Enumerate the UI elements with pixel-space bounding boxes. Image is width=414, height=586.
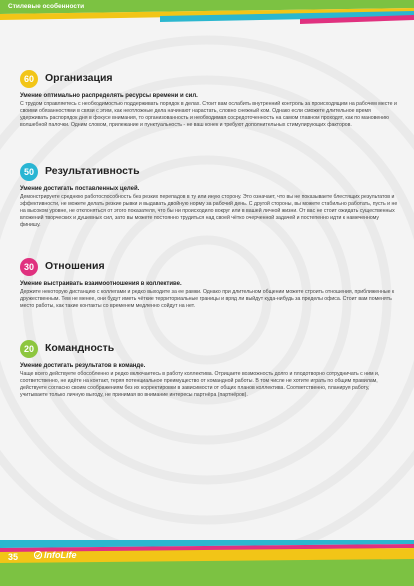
- page-number: 35: [8, 552, 19, 562]
- footer-band: [0, 540, 414, 586]
- score-badge: 50: [20, 163, 38, 181]
- score-badge: 20: [20, 340, 38, 358]
- section-subtitle: Умение достигать поставленных целей.: [20, 186, 140, 192]
- header-title: Стилевые особенности: [8, 3, 85, 10]
- section-subtitle: Умение выстраивать взаимоотношения в коллективе.: [20, 281, 182, 287]
- section-subtitle: Умение достигать результатов в команде.: [20, 363, 146, 369]
- section-title: Организация: [45, 72, 113, 84]
- score-badge: 30: [20, 258, 38, 276]
- logo-text: InfoLife: [44, 550, 77, 560]
- infolife-logo: [34, 550, 77, 560]
- section-subtitle: Умение оптимально распределять ресурсы времени и сил.: [20, 93, 198, 99]
- infolife-logo-mark-icon: [34, 551, 42, 559]
- section-body: Демонстрируете среднюю работоспособность без резких перепадов в ту или иную сторону. Это означает, что вы не показываете блестящих результатов и эффективности, не можете делать резкие рывки и выдавать двойную норму за рабочий день. С другой стороны, вы можете стабильно работать, пусть и не на высоком уровне, не отклоняться от этого показателя, что бы ни происходило вокруг или в вашей личной жизни. От вас не стоит ожидать существенных вложений творческих и душевных сил, зато вы можете постоянно трудиться над своей чётко очерченной задачей и постепенно идти к намеченному финишу.: [20, 194, 398, 229]
- section-body: Чаще всего действуете обособленно и редко включаетесь в работу коллектива. Отрицаете возможность долго и плодотворно сотрудничать с ним и, соответственно, не идёте на контакт, теряя потенциальное преимущество от командной работы. В том числе не хотите играть по общим правилам, действуете согласно своим соображениям без их корректировки в зависимости от общих планов коллектива. Соответственно, планируя работу, учитываете только личную выгоду, не принимая во внимание интересы партнёра (партнёров).: [20, 371, 380, 399]
- section-body: С трудом справляетесь с необходимостью поддерживать порядок в делах. Стоит вам ослабить внутренний контроль за происходящим на рабочем месте и своими обязанностями в связи с этим, как неотложные дела начинают нарастать, словно снежный ком. Однако если сможете длительное время удерживать распорядок дня в фокусе внимания, то организованность и необходимая сосредоточенность на самом главном проходят, как по мановению волшебной палочки. Одним словом, прилежание и пунктуальность - не ваш конек и требуют дополнительных стимулирующих факторов.: [20, 101, 397, 129]
- section-title: Отношения: [45, 260, 105, 272]
- score-badge: 60: [20, 70, 38, 88]
- section-body: Держите некоторую дистанцию с коллегами и редко выходите за ее рамки. Однако при длительном общении можете строить отношения, приближенные к дружественным. Тем не менее, они будут иметь чёткие территориальные границы и вряд ли выйдут куда-нибудь за пределы офиса. Стоит вам поменять место работы, как такие контакты со временем медленно сойдут на нет.: [20, 289, 395, 310]
- section-title: Командность: [45, 342, 115, 354]
- section-title: Результативность: [45, 165, 140, 177]
